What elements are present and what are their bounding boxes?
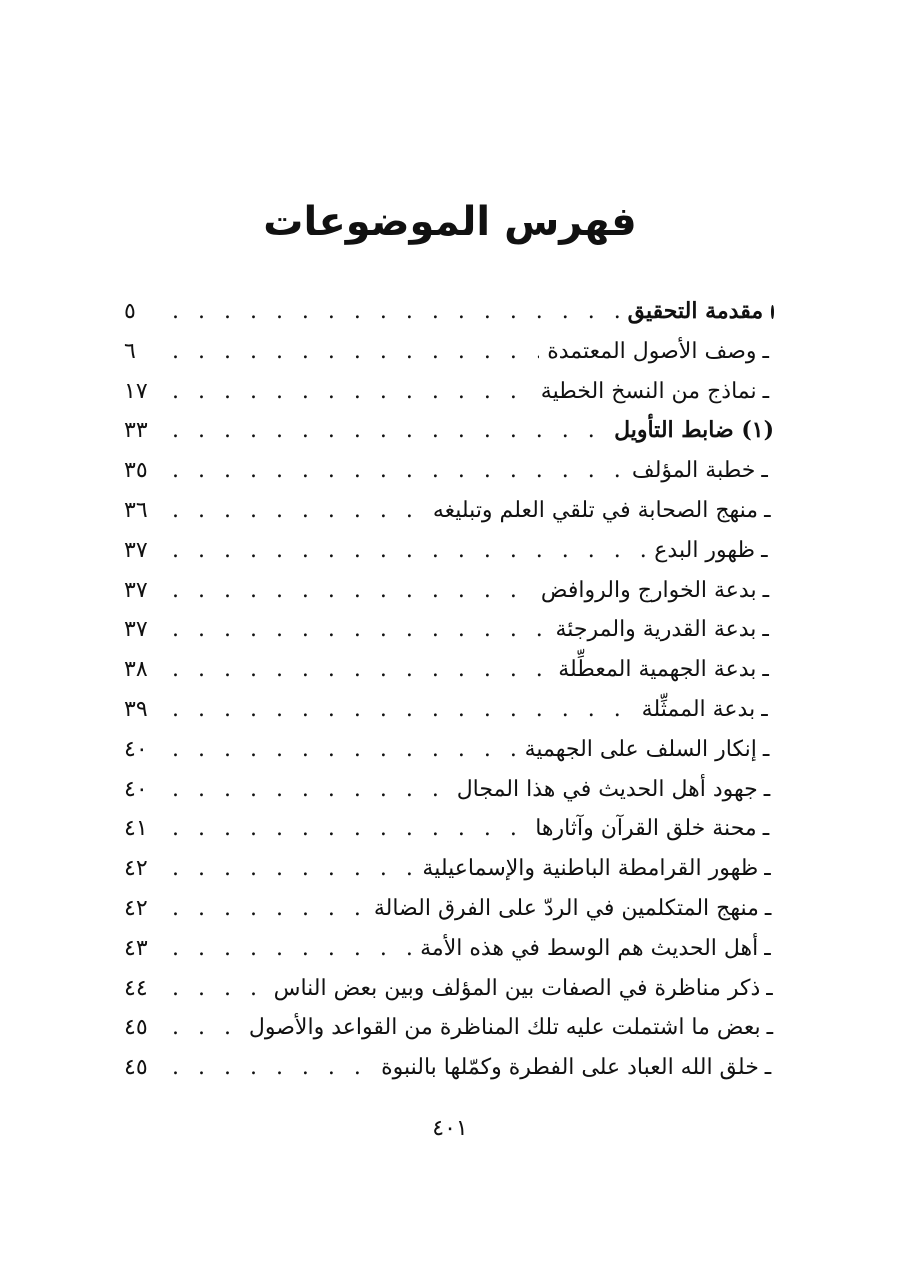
toc-entry-label: نماذج من النسخ الخطية [540, 378, 757, 404]
dash-marker: ـ [761, 458, 768, 484]
table-of-contents [124, 292, 774, 1088]
toc-entry-page: ٣٨ [124, 657, 148, 683]
toc-entry-page: ٦ [124, 338, 136, 364]
dash-marker: ـ [766, 1015, 774, 1041]
leader-dots [172, 292, 620, 332]
toc-entry-label: مقدمة التحقيق [627, 298, 764, 324]
leader-dots [172, 969, 266, 1009]
toc-entry-page: ٤٥ [124, 1055, 148, 1081]
toc-entry [124, 730, 774, 770]
leader-dots [172, 889, 366, 929]
toc-entry [124, 809, 774, 849]
toc-entry [124, 411, 774, 451]
toc-entry [124, 849, 774, 889]
dash-marker: ـ [762, 617, 769, 643]
dash-marker: ـ [762, 338, 769, 364]
bullet-icon [771, 305, 774, 319]
leader-dots [172, 1048, 373, 1088]
toc-entry-label: خلق الله العباد على الفطرة وكمّلها بالنبوة [381, 1055, 759, 1081]
toc-entry-label: بعض ما اشتملت عليه تلك المناظرة من القواعد والأصول [248, 1015, 761, 1041]
toc-entry [124, 690, 774, 730]
toc-entry-page: ٣٧ [124, 577, 148, 603]
toc-entry-label: جهود أهل الحديث في هذا المجال [456, 776, 758, 802]
toc-entry-page: ٣٩ [124, 696, 148, 722]
page-number: ٤٠١ [432, 1116, 468, 1141]
leader-dots [172, 1008, 241, 1048]
dash-marker: ـ [762, 577, 770, 603]
toc-entry-page: ٣٥ [124, 458, 148, 484]
leader-dots [172, 411, 606, 451]
toc-entry-label: ظهور البدع [654, 537, 756, 563]
leader-dots [172, 650, 550, 690]
toc-entry [124, 372, 774, 412]
toc-entry [124, 770, 774, 810]
toc-entry-label: ظهور القرامطة الباطنية والإسماعيلية [422, 856, 759, 882]
toc-entry-page: ٤١ [124, 816, 148, 842]
toc-entry [124, 292, 774, 332]
toc-entry-page: ٤٠ [124, 776, 148, 802]
toc-entry-label: أهل الحديث هم الوسط في هذه الأمة [420, 935, 759, 961]
dash-marker: ـ [764, 856, 771, 882]
leader-dots [172, 372, 533, 412]
dash-marker: ـ [762, 378, 770, 404]
toc-entry-label: إنكار السلف على الجهمية [524, 736, 757, 762]
toc-entry [124, 929, 774, 969]
dash-marker: ـ [762, 736, 770, 762]
toc-entry-label: منهج المتكلمين في الردّ على الفرق الضالة [373, 895, 759, 921]
toc-entry-label: ذكر مناظرة في الصفات بين المؤلف وبين بعض الناس [273, 975, 761, 1001]
leader-dots [172, 610, 547, 650]
dash-marker: ـ [761, 696, 768, 722]
toc-entry-label: بدعة القدرية والمرجئة [555, 617, 757, 643]
toc-entry [124, 650, 774, 690]
toc-entry-label: (١) ضابط التأويل [614, 417, 774, 444]
leader-dots [172, 332, 539, 372]
dash-marker: ـ [762, 816, 770, 842]
leader-dots [172, 690, 634, 730]
leader-dots [172, 571, 533, 611]
toc-entry [124, 451, 774, 491]
toc-entry-label: محنة خلق القرآن وآثارها [535, 816, 757, 842]
page-title: فهرس الموضوعات [263, 199, 637, 245]
toc-entry-page: ٤٤ [124, 975, 148, 1001]
toc-entry-label: وصف الأصول المعتمدة [547, 338, 757, 364]
toc-entry-label: بدعة الجهمية المعطِّلة [558, 657, 757, 683]
toc-entry-page: ٣٧ [124, 537, 148, 563]
toc-entry [124, 1048, 774, 1088]
toc-entry [124, 571, 774, 611]
leader-dots [172, 451, 624, 491]
toc-entry-page: ١٧ [124, 378, 148, 404]
toc-entry-page: ٤٢ [124, 856, 148, 882]
leader-dots [172, 531, 646, 571]
dash-marker: ـ [763, 776, 771, 802]
toc-entry-page: ٤٣ [124, 935, 148, 961]
toc-entry-page: ٤٢ [124, 895, 148, 921]
dash-marker: ـ [766, 975, 773, 1001]
leader-dots [172, 730, 517, 770]
toc-entry [124, 969, 774, 1009]
toc-entry [124, 610, 774, 650]
dash-marker: ـ [764, 895, 772, 921]
toc-entry-label: بدعة الممثِّلة [641, 696, 756, 722]
leader-dots [172, 491, 425, 531]
leader-dots [172, 929, 412, 969]
dash-marker: ـ [762, 657, 769, 683]
toc-entry [124, 332, 774, 372]
toc-entry-page: ٤٠ [124, 736, 148, 762]
leader-dots [172, 809, 527, 849]
toc-entry-page: ٣٦ [124, 497, 148, 523]
toc-entry-label: منهج الصحابة في تلقي العلم وتبليغه [432, 497, 759, 523]
dash-marker: ـ [764, 1055, 772, 1081]
toc-entry [124, 889, 774, 929]
leader-dots [172, 770, 449, 810]
toc-entry-page: ٣٧ [124, 617, 148, 643]
toc-entry-page: ٣٣ [124, 418, 148, 444]
toc-entry [124, 491, 774, 531]
toc-entry-label: خطبة المؤلف [631, 458, 756, 484]
toc-entry-label: بدعة الخوارج والروافض [540, 577, 757, 603]
toc-entry [124, 1008, 774, 1048]
dash-marker: ـ [764, 935, 771, 961]
leader-dots [172, 849, 414, 889]
toc-entry [124, 531, 774, 571]
toc-entry-page: ٥ [124, 299, 136, 324]
dash-marker: ـ [764, 497, 771, 523]
dash-marker: ـ [761, 537, 768, 563]
toc-entry-page: ٤٥ [124, 1015, 148, 1041]
